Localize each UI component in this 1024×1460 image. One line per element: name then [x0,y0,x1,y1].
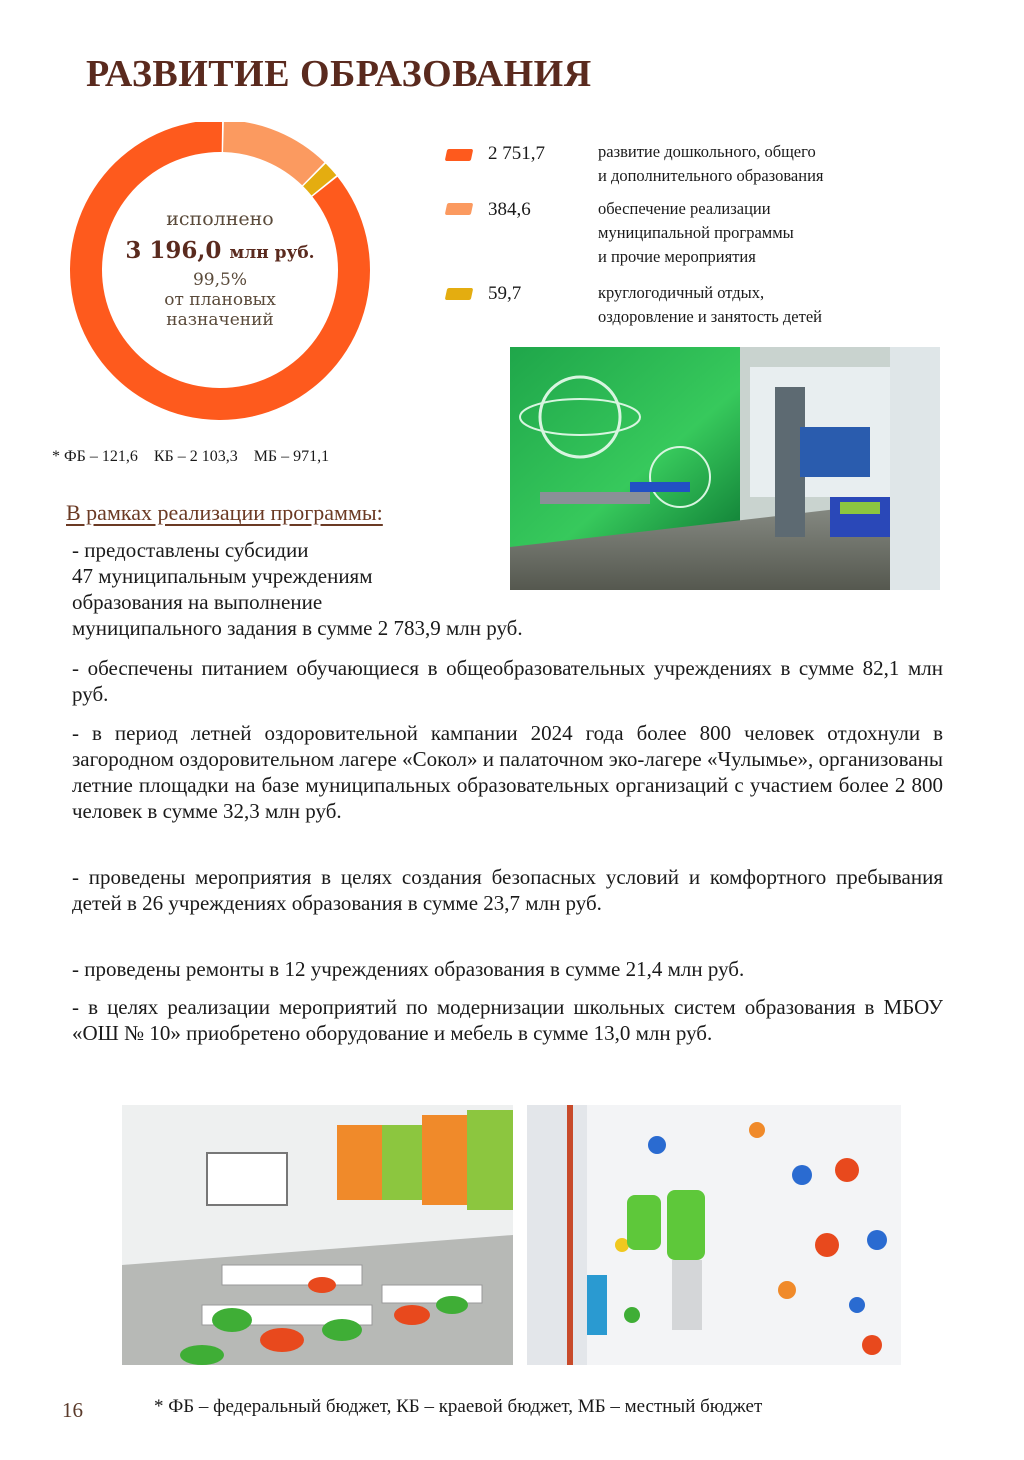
page-number: 16 [62,1398,83,1422]
footnote: * ФБ – федеральный бюджет, КБ – краевой бюджет, МБ – местный бюджет [154,1396,763,1417]
program-item-1-line: 47 муниципальным учреждениям [72,564,373,588]
program-item-1-line: муниципального задания в сумме 2 783,9 млн руб. [72,616,523,640]
legend-desc-2 [598,197,794,269]
program-item-5: - проведены ремонты в 12 учреждениях образования в сумме 21,4 млн руб. [72,957,745,981]
legend-desc-line: круглогодичный отдых, [598,283,765,302]
legend-desc-line: и дополнительного образования [598,166,824,185]
legend-swatch-3 [445,288,474,300]
legend-desc-1 [598,140,824,188]
program-item-2: - обеспечены питанием обучающиеся в общеобразовательных учреждениях в сумме 82,1 млн руб. [72,656,943,706]
legend-desc-line: муниципальной программы [598,223,794,242]
chart-total-value: 3 196,0 [125,237,222,264]
legend-desc-line: обеспечение реализации [598,199,771,218]
legend-desc-3 [598,281,822,329]
legend-desc-line: развитие дошкольного, общего [598,142,816,161]
program-item-4: - проведены мероприятия в целях создания безопасных условий и комфортного пребывания детей в 26 учреждениях образования в сумме 23,7 млн руб. [72,865,943,915]
chart-center-total [70,237,370,264]
program-item-1 [72,537,672,641]
legend-desc-line: и прочие мероприятия [598,247,756,266]
chart-note-line1: от плановых [164,290,276,310]
photo-climbing-wall [527,1105,901,1365]
legend-value-2: 384,6 [488,199,531,220]
donut-slice-2 [223,122,324,185]
chart-total-unit: млн руб. [229,243,315,263]
chart-note-line2: назначений [166,310,274,330]
program-item-3: - в период летней оздоровительной кампании 2024 года более 800 человек отдохнули в загородном оздоровительном лагере «Сокол» и палаточном эко-лагере «Чулымье», организованы летние площадки на базе муниципальных образовательных организаций с участием более 2 800 человек в сумме 32,3 млн руб. [72,721,943,823]
legend-swatch-2 [445,203,474,215]
legend-value-3: 59,7 [488,283,522,304]
legend-value-1: 2 751,7 [488,143,545,164]
page-title: РАЗВИТИЕ ОБРАЗОВАНИЯ [86,53,592,95]
chart-center-percent: 99,5% [192,270,247,290]
program-item-1-line: - предоставлены субсидии [72,538,309,562]
chart-center-note [70,290,370,330]
chart-center-label: исполнено [166,208,274,230]
program-item-6: - в целях реализации мероприятий по модернизации школьных систем образования в МБОУ «ОШ № 10» приобретено оборудование и мебель в сумме 13,0 млн руб. [72,995,943,1045]
legend-desc-line: оздоровление и занятость детей [598,307,822,326]
section-heading: В рамках реализации программы: [66,500,383,525]
legend-swatch-1 [445,149,474,161]
budget-breakdown: * ФБ – 121,6 КБ – 2 103,3 МБ – 971,1 [52,448,330,465]
photo-canteen [122,1105,513,1365]
program-item-1-line: образования на выполнение [72,590,323,614]
